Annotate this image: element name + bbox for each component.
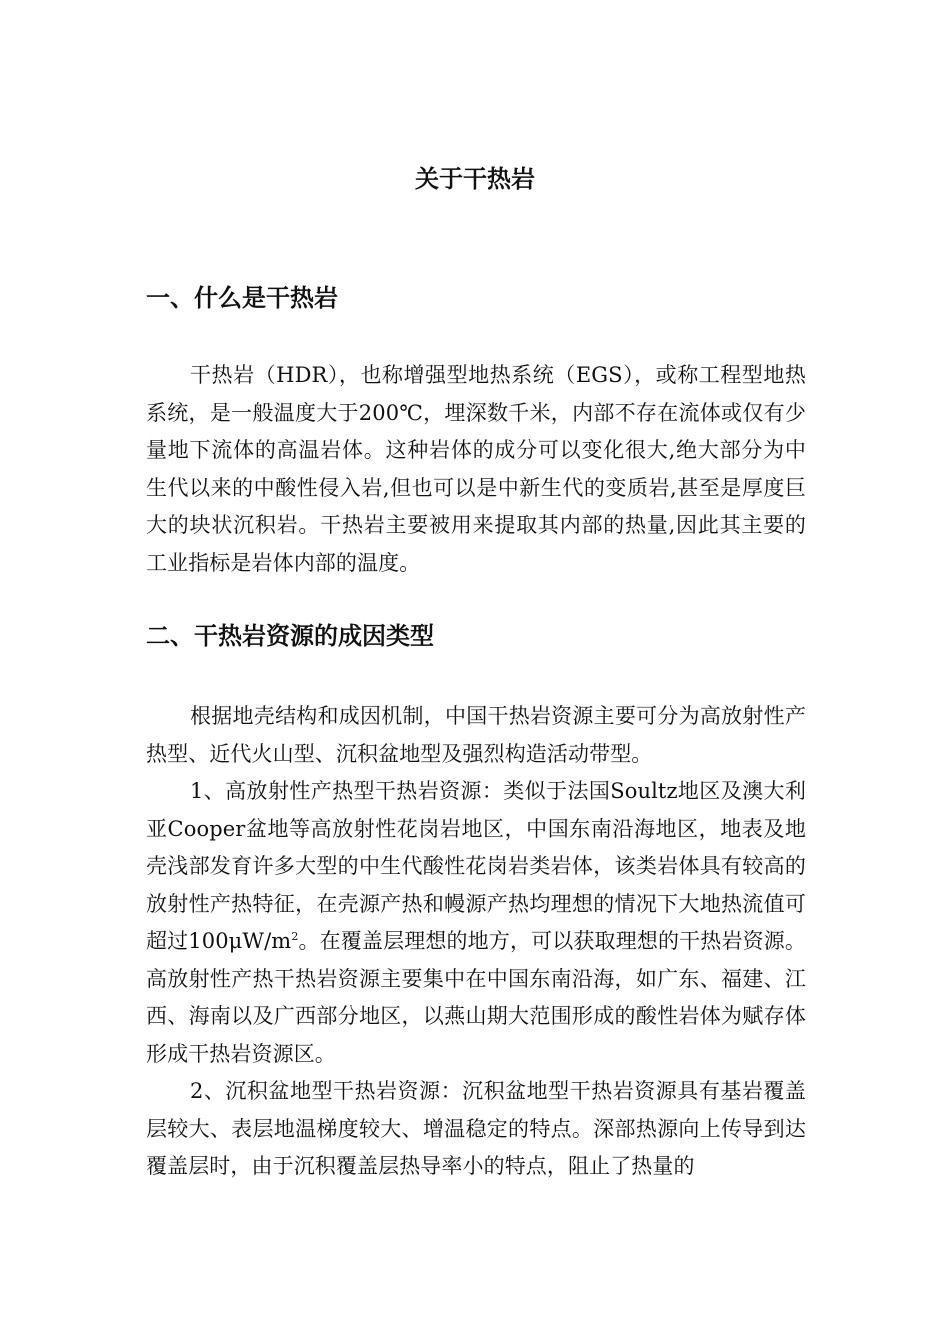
item-1-text-after: 。在覆盖层理想的地方，可以获取理想的干热岩资源。高放射性产热干热岩资源主要集中在中国东南沿海，如广东、福建、江西、海南以及广西部分地区，以燕山期大范围形成的酸性岩体为赋存体形成干热岩资源区。 — [146, 929, 807, 1066]
section-2-item-2: 2、沉积盆地型干热岩资源：沉积盆地型干热岩资源具有基岩覆盖层较大、表层地温梯度较大、增温稳定的特点。深部热源向上传导到达覆盖层时，由于沉积覆盖层热导率小的特点，阻止了热量的 — [146, 1079, 806, 1178]
document-title: 关于干热岩 — [415, 165, 535, 193]
section-1-paragraph: 干热岩（HDR），也称增强型地热系统（EGS），或称工程型地热系统，是一般温度大于200℃，埋深数千米，内部不存在流体或仅有少量地下流体的高温岩体。这种岩体的成分可以变化很大,绝大部分为中生代以来的中酸性侵入岩,但也可以是中新生代的变质岩,甚至是厚度巨大的块状沉积岩。干热岩主要被用来提取其内部的热量,因此其主要的工业指标是岩体内部的温度。 — [146, 363, 806, 575]
section-1-body — [146, 357, 806, 582]
item-1-superscript: 2 — [291, 930, 299, 943]
item-1-text-before: 1、高放射性产热型干热岩资源：类似于法国Soultz地区及澳大利亚Cooper盆地等高放射性花岗岩地区，中国东南沿海地区，地表及地壳浅部发育许多大型的中生代酸性花岗岩类岩体，该类岩体具有较高的放射性产热特征，在壳源产热和幔源产热均理想的情况下大地热流值可超过100μW/m — [146, 779, 806, 953]
section-1-heading: 一、什么是干热岩 — [146, 284, 338, 312]
section-2-intro: 根据地壳结构和成因机制，中国干热岩资源主要可分为高放射性产热型、近代火山型、沉积盆地型及强烈构造活动带型。 — [146, 704, 806, 766]
section-2-heading: 二、干热岩资源的成因类型 — [146, 622, 434, 650]
section-2-body — [146, 698, 806, 1186]
section-2-item-1 — [146, 773, 806, 1073]
